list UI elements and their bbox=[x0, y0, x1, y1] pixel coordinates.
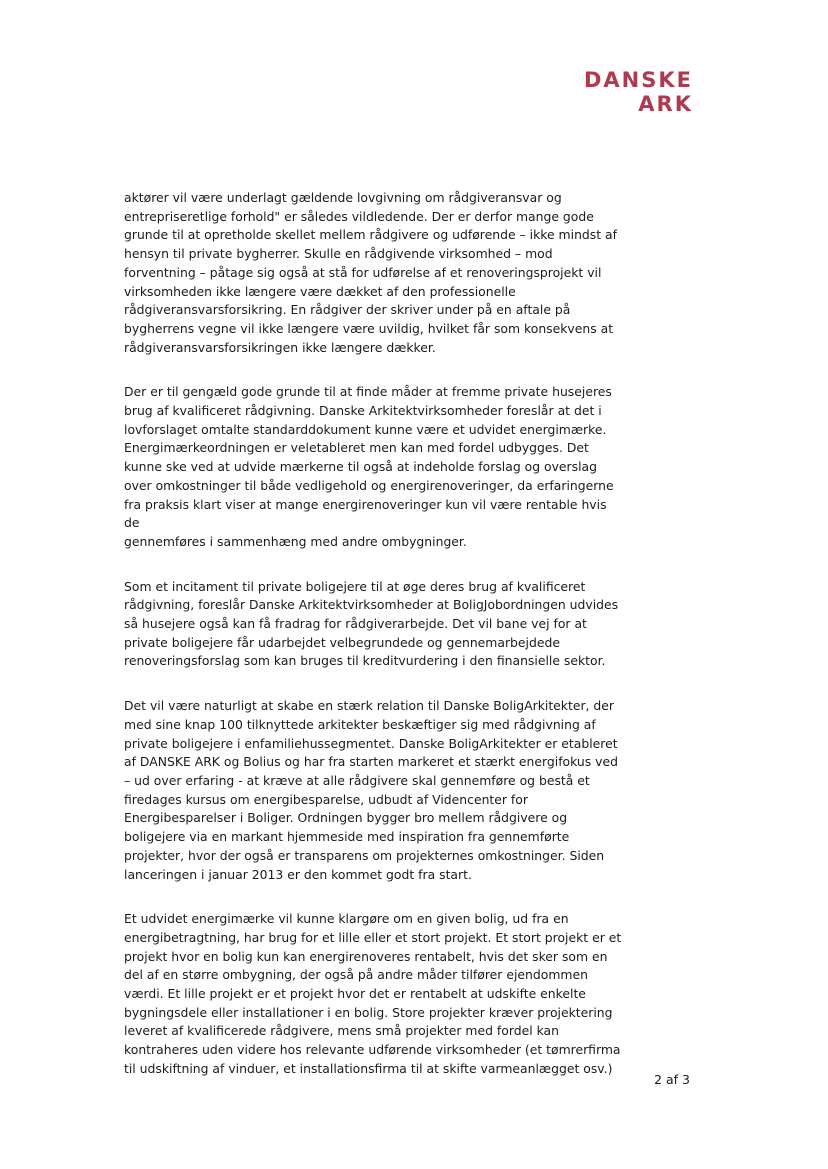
logo-line-2: ARK bbox=[638, 92, 693, 116]
paragraph: Et udvidet energimærke vil kunne klargøre om en given bolig, ud fra en energibetragtning, har brug for et lille eller et stort projekt. Et stort projekt er et projekt hvor en bolig kun kan energirenoveres rentabelt, hvis det sker som en del af en større ombygning, der også på andre måder tilfører ejendommen værdi. Et lille projekt er et projekt hvor det er rentabelt at udskifte enkelte bygningsdele eller installationer i en bolig. Store projekter kræver projektering leveret af kvalificerede rådgivere, mens små projekter med fordel kan kontraheres uden videre hos relevante udførende virksomheder (et tømrerfirma til udskiftning af vinduer, et installationsfirma til at skifte varmeanlægget osv.) bbox=[124, 911, 622, 1076]
paragraph: aktører vil være underlagt gældende lovgivning om rådgiveransvar og entrepriseretlige forhold" er således vildledende. Der er derfor mange gode grunde til at opretholde skellet mellem rådgivere og udførende – ikke mindst af hensyn til private bygherrer. Skulle en rådgivende virksomhed – mod forventning – påtage sig også at stå for udførelse af et renoveringsprojekt vil virksomheden ikke længere være dækket af den professionelle rådgiveransvarsforsikring. En rådgiver der skriver under på en aftale på bygherrens vegne vil ikke længere være uvildig, hvilket får som konsekvens at rådgiveransvarsforsikringen ikke længere dækker. bbox=[124, 190, 617, 355]
danske-ark-logo bbox=[584, 68, 693, 116]
paragraph: Som et incitament til private boligejere til at øge deres brug af kvalificeret rådgivning, foreslår Danske Arkitektvirksomheder at BoligJobordningen udvides så husejere også kan få fradrag for rådgiverarbejde. Det vil bane vej for at private boligejere får udarbejdet velbegrundede og gennemarbejdede renoveringsforslag som kan bruges til kreditvurdering i den finansielle sektor. bbox=[124, 578, 619, 669]
logo-line-1: DANSKE bbox=[583, 68, 693, 92]
document-body bbox=[124, 189, 624, 1105]
page-number: 2 af 3 bbox=[654, 1072, 690, 1087]
paragraph: Det vil være naturligt at skabe en stærk relation til Danske BoligArkitekter, der med sine knap 100 tilknyttede arkitekter beskæftiger sig med rådgivning af private boligejere i enfamiliehussegmentet. Danske BoligArkitekter er etableret af DANSKE ARK og Bolius og har fra starten markeret et stærkt energifokus ved – ud over erfaring - at kræve at alle rådgivere skal gennemføre og bestå et firedages kursus om energibesparelse, udbudt af Videncenter for Energibesparelser i Boliger. Ordningen bygger bro mellem rådgivere og boligejere via en markant hjemmeside med inspiration fra gennemførte projekter, hvor der også er transparens om projekternes omkostninger. Siden lanceringen i januar 2013 er den kommet godt fra start. bbox=[124, 698, 619, 882]
paragraph: Der er til gengæld gode grunde til at finde måder at fremme private husejeres brug af kvalificeret rådgivning. Danske Arkitektvirksomheder foreslår at det i lovforslaget omtalte standarddokument kunne være et udvidet energimærke. Energimærkeordningen er veletableret men kan med fordel udbygges. Det kunne ske ved at udvide mærkerne til også at indeholde forslag og overslag over omkostninger til både vedligehold og energirenoveringer, da erfaringerne fra praksis klart viser at mange energirenoveringer kun vil være rentable hvis de gennemføres i sammenhæng med andre ombygninger. bbox=[124, 384, 614, 549]
